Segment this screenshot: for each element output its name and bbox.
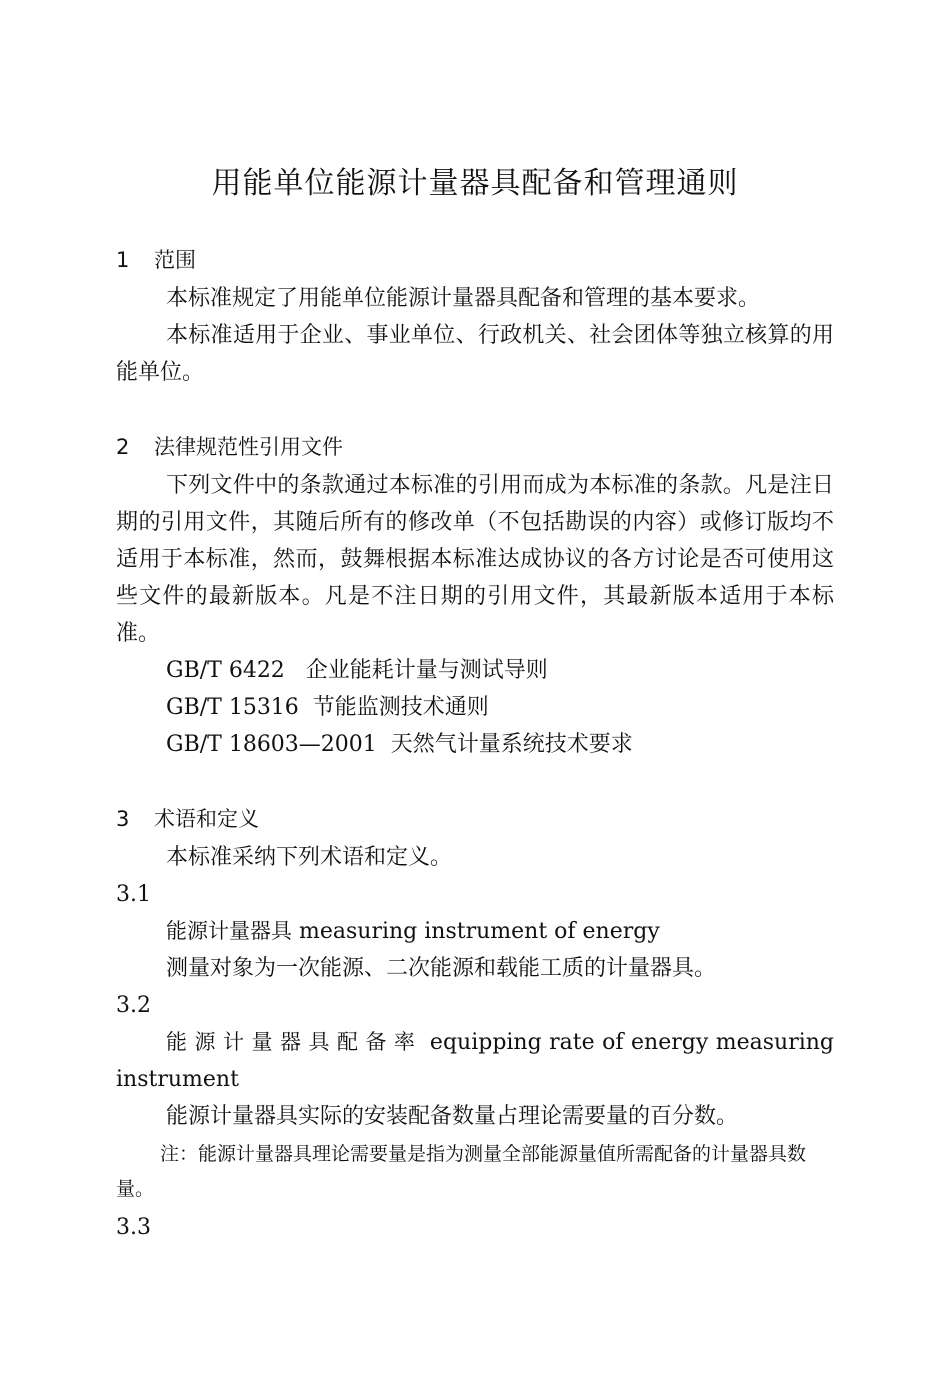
section-number: 3 (116, 807, 130, 831)
clause-number: 3.2 (116, 993, 151, 1018)
section-title: 范围 (154, 248, 196, 272)
section-title: 法律规范性引用文件 (154, 435, 343, 459)
paragraph: 下列文件中的条款通过本标准的引用而成为本标准的条款。凡是注日期的引用文件，其随后所有的修改单（不包括勘误的内容）或修订版均不适用于本标准，然而，鼓舞根据本标准达成协议的各方讨论是否可使用这些文件的最新版本。凡是不注日期的引用文件，其最新版本适用于本标准。 (116, 473, 834, 646)
section-heading-scope (116, 240, 834, 280)
reference-item: GB/T 18603—2001 天然气计量系统技术要求 (166, 732, 633, 757)
term-definition: 测量对象为一次能源、二次能源和载能工质的计量器具。 (166, 956, 717, 981)
section-heading-terms-definitions (116, 799, 834, 839)
term-entry (116, 913, 834, 950)
term-chinese: 能源计量器具配备率 (166, 1030, 423, 1054)
clause-number: 3.1 (116, 882, 151, 907)
term-english: equipping rate of energy measuring instrument (116, 1030, 835, 1092)
term-chinese: 能源计量器具 (166, 919, 292, 943)
term-definition: 能源计量器具实际的安装配备数量占理论需要量的百分数。 (166, 1104, 739, 1129)
section-number: 2 (116, 435, 130, 459)
reference-item: GB/T 6422 企业能耗计量与测试导则 (166, 658, 548, 683)
reference-item: GB/T 15316 节能监测技术通则 (166, 695, 489, 720)
section-title: 术语和定义 (154, 807, 259, 831)
section-number: 1 (116, 248, 130, 272)
term-english: measuring instrument of energy (292, 919, 660, 944)
document-body (116, 240, 834, 1246)
paragraph: 本标准适用于企业、事业单位、行政机关、社会团体等独立核算的用能单位。 (116, 323, 834, 385)
note: 注：能源计量器具理论需要量是指为测量全部能源量值所需配备的计量器具数量。 (116, 1143, 807, 1200)
paragraph: 本标准采纳下列术语和定义。 (166, 845, 453, 870)
paragraph: 本标准规定了用能单位能源计量器具配备和管理的基本要求。 (166, 286, 761, 311)
clause-number: 3.3 (116, 1215, 151, 1240)
document-title: 用能单位能源计量器具配备和管理通则 (211, 166, 739, 201)
term-entry (116, 1024, 834, 1098)
section-heading-normative-references (116, 427, 834, 467)
